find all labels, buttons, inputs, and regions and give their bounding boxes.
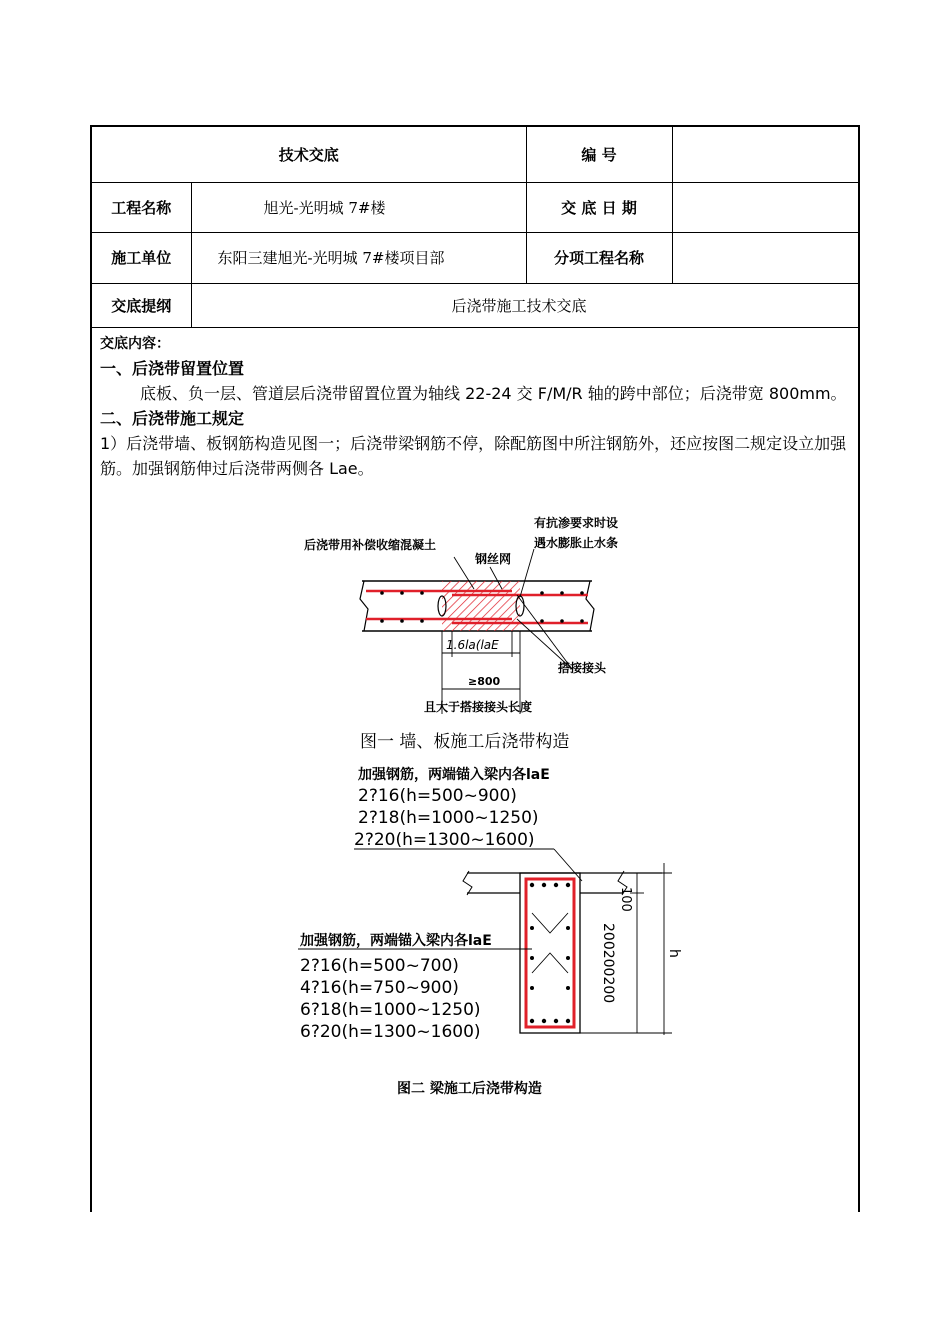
side-line-2: 4?16(h=750~900) [300,978,459,998]
subproject-value [672,232,858,283]
label-mesh: 钢丝网 [475,552,512,566]
unit-label: 施工单位 [92,232,191,283]
top-title: 加强钢筋，两端锚入梁内各laE [358,767,550,783]
figure1-drawing [302,509,652,719]
unit-value: 东阳三建旭光-光明城 7#楼项目部 [191,232,526,283]
date-label: 交 底 日 期 [526,182,672,232]
side-line-3: 6?18(h=1000~1250) [300,1000,481,1020]
top-line-2: 2?18(h=1000~1250) [358,808,539,828]
section1-title: 一、后浇带留置位置 [100,359,245,378]
subproject-label: 分项工程名称 [526,232,672,283]
figure2-caption: 图二 梁施工后浇带构造 [397,1081,542,1097]
side-line-1: 2?16(h=500~700) [300,956,459,976]
side-title: 加强钢筋，两端锚入梁内各laE [300,933,492,949]
disclosure-form [90,125,860,1212]
outline-label: 交底提纲 [92,283,191,327]
label-longer: 且大于搭接接头长度 [424,700,533,714]
number-label: 编 号 [526,127,672,182]
label-joint: 搭接接头 [558,661,607,675]
top-line-1: 2?16(h=500~900) [358,786,517,806]
slab-break-left [360,581,368,631]
top-line-3: 2?20(h=1300~1600) [354,830,535,850]
form-title: 技术交底 [92,127,526,182]
section1-text: 底板、负一层、管道层后浇带留置位置为轴线 22-24 交 F/M/R 轴的跨中部位；后浇带宽 800mm。 [140,384,847,403]
figure1-caption: 图一 墙、板施工后浇带构造 [360,732,570,752]
header-table [92,127,858,328]
outline-value: 后浇带施工技术交底 [191,283,858,327]
label-lap: 1.6la(laE [446,638,499,652]
side-ties [532,913,568,973]
label-waterstop-1: 有抗渗要求时设 [534,516,619,530]
project-value: 旭光-光明城 7#楼 [191,182,526,232]
date-value [672,182,858,232]
leader-joint-2 [517,595,572,669]
number-value [672,127,858,182]
content-label: 交底内容： [100,336,170,352]
label-width: ≥800 [468,675,501,688]
project-label: 工程名称 [92,182,191,232]
top-leader [554,849,582,881]
figure2-drawing [292,763,692,1063]
label-waterstop-2: 遇水膨胀止水条 [534,536,619,550]
side-line-4: 6?20(h=1300~1600) [300,1022,481,1042]
dim-200: 200200200 [600,923,616,1004]
section2-title: 二、后浇带施工规定 [100,409,245,428]
content-body [100,332,848,481]
slab-break [463,871,472,895]
label-concrete: 后浇带用补偿收缩混凝土 [304,538,437,552]
dim-h: h [666,949,682,958]
dim-100: 100 [618,887,633,912]
leader-waterstop [520,549,534,597]
section2-text: 1）后浇带墙、板钢筋构造见图一；后浇带梁钢筋不停，除配筋图中所注钢筋外，还应按图二规定设立加强筋。加强钢筋伸过后浇带两侧各 Lae。 [100,434,847,478]
